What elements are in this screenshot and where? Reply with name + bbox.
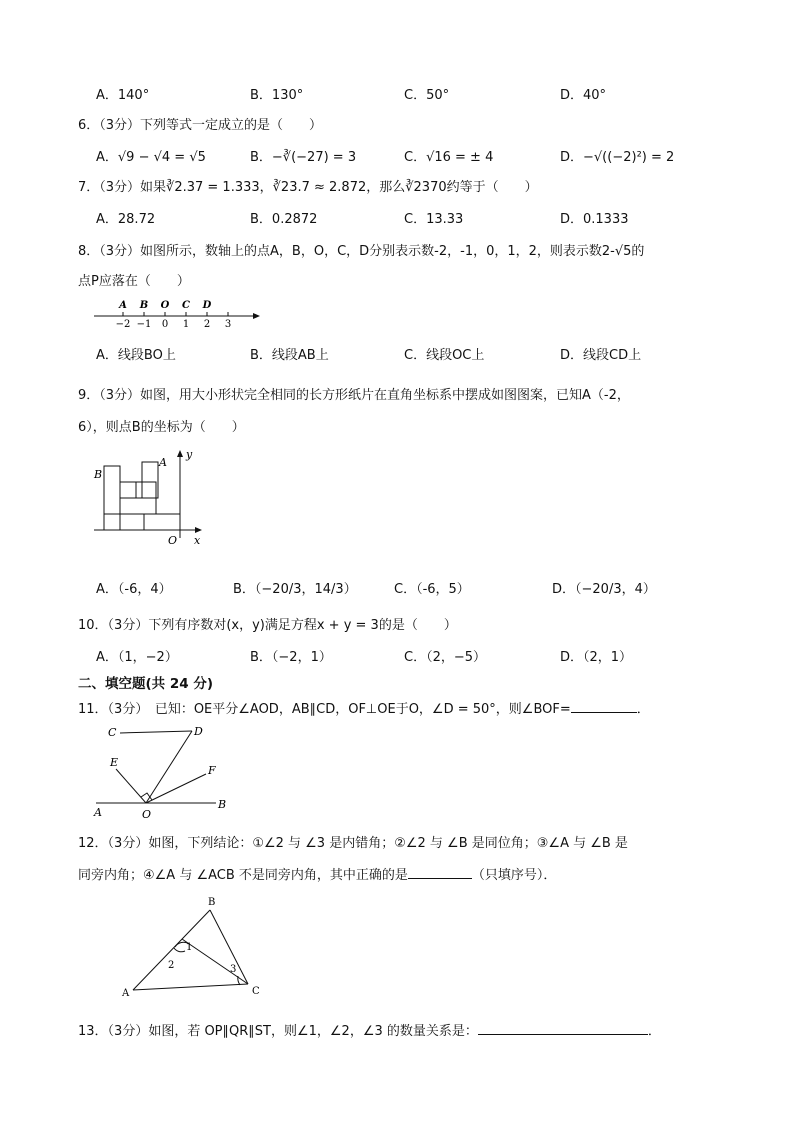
- q9-option-a: A．（-6，4）: [96, 582, 172, 597]
- q7-stem: 7．（3分）如果∛2.37 = 1.333，∛23.7 ≈ 2.872，那么∛2370约等于（ ）: [78, 180, 538, 195]
- q6-stem: 6．（3分）下列等式一定成立的是（ ）: [78, 118, 323, 133]
- q11-figure: [90, 722, 240, 822]
- q6-option-a: A．√9 − √4 = √5: [96, 150, 206, 165]
- q12-tail: （只填序号）．: [471, 868, 557, 883]
- q8-stem-line1: 8．（3分）如图所示，数轴上的点A，B，O，C，D分别表示数-2，-1，0，1，2，则表示数2-√5的: [78, 244, 645, 259]
- vertex-a-label: A: [122, 988, 130, 999]
- q5-option-c: C．50°: [404, 88, 450, 103]
- q5-option-d: D．40°: [560, 88, 607, 103]
- point-o-label: O: [142, 808, 152, 821]
- q7-option-b: B．0.2872: [250, 212, 318, 227]
- q8-option-a: A．线段BO上: [96, 348, 176, 363]
- q8-stem-line2: 点P应落在（ ）: [78, 274, 190, 289]
- q11-text: 11．（3分） 已知：OE平分∠AOD，AB∥CD，OF⊥OE于O，∠D = 50°，则∠BOF=: [78, 702, 571, 717]
- q6-option-b: B．−∛(−27) = 3: [250, 150, 357, 165]
- point-a-label: A: [94, 806, 102, 819]
- ray-oe: [116, 769, 146, 803]
- point-c-label: C: [182, 300, 190, 311]
- rectangles-figure: [90, 448, 210, 548]
- vertex-c-label: C: [252, 986, 260, 997]
- line-cd: [120, 731, 192, 733]
- rectangle-papers: [104, 462, 180, 530]
- q11-tail: ．: [636, 702, 650, 717]
- point-d-label: D: [194, 725, 203, 738]
- x-axis-label: x: [194, 534, 201, 547]
- number-line-arrow: [253, 313, 260, 319]
- q6-option-c: C．√16 = ± 4: [404, 150, 494, 165]
- q9-option-c: C．（-6，5）: [394, 582, 470, 597]
- tick-label: 0: [161, 319, 169, 330]
- q9-option-b: B．（−20/3，14/3）: [233, 582, 357, 597]
- q6-option-d: D．−√((−2)²) = 2: [560, 150, 675, 165]
- q12-answer-blank[interactable]: [408, 866, 472, 879]
- q13-answer-blank[interactable]: [478, 1022, 648, 1035]
- q5-option-b: B．130°: [250, 88, 304, 103]
- q13-stem: [78, 1020, 661, 1039]
- q7-option-d: D．0.1333: [560, 212, 629, 227]
- q12-stem-line1: 12．（3分）如图，下列结论：①∠2 与 ∠3 是内错角；②∠2 与 ∠B 是同位角；③∠A 与 ∠B 是: [78, 836, 628, 851]
- tick-label: −1: [136, 319, 152, 330]
- q9-option-d: D．（−20/3，4）: [552, 582, 656, 597]
- q8-option-d: D．线段CD上: [560, 348, 642, 363]
- y-axis-arrow: [177, 450, 183, 457]
- tick-label: 3: [224, 319, 232, 330]
- q11-stem: [78, 698, 650, 717]
- q10-option-b: B．（−2，1）: [250, 650, 332, 665]
- x-axis-arrow: [195, 527, 202, 533]
- tick-label: 2: [203, 319, 211, 330]
- point-f-label: F: [208, 764, 216, 777]
- q8-option-b: B．线段AB上: [250, 348, 329, 363]
- point-a-label: A: [119, 300, 127, 311]
- point-d-label: D: [202, 300, 212, 311]
- point-c-label: C: [108, 726, 117, 739]
- side-bc: [210, 910, 248, 984]
- q5-option-a: A．140°: [96, 88, 150, 103]
- q11-answer-blank[interactable]: [571, 700, 637, 713]
- q13-text: 13．（3分）如图，若 OP∥QR∥ST，则∠1，∠2，∠3 的数量关系是：: [78, 1024, 478, 1039]
- point-b-label: B: [139, 300, 149, 311]
- point-o-label: O: [160, 300, 170, 311]
- section-title-fill-in: 二、填空题(共 24 分): [78, 676, 214, 692]
- q10-option-a: A．（1，−2）: [96, 650, 178, 665]
- q12-stem-line2: [78, 864, 556, 883]
- q7-option-a: A．28.72: [96, 212, 156, 227]
- angle-3-label: 3: [230, 964, 237, 975]
- angle-arc-2: [174, 948, 185, 952]
- origin-label: O: [168, 534, 178, 547]
- q9-stem-line2: 6），则点B的坐标为（ ）: [78, 420, 245, 435]
- side-ac: [133, 984, 248, 990]
- q7-option-c: C．13.33: [404, 212, 464, 227]
- point-b-label: B: [94, 468, 103, 481]
- angle-2-label: 2: [168, 960, 175, 971]
- y-axis-label: y: [186, 448, 193, 461]
- point-b-label: B: [218, 798, 227, 811]
- tick-label: −2: [115, 319, 131, 330]
- q13-tail: ．: [647, 1024, 661, 1039]
- point-a-label: A: [159, 456, 167, 469]
- q10-option-c: C．（2，−5）: [404, 650, 487, 665]
- tick-label: 1: [182, 319, 190, 330]
- vertex-b-label: B: [208, 897, 216, 908]
- q10-stem: 10．（3分）下列有序数对(x，y)满足方程x + y = 3的是（ ）: [78, 618, 457, 633]
- q12-triangle-figure: [116, 890, 276, 1004]
- number-line-figure: [90, 296, 265, 332]
- q9-stem-line1: 9．（3分）如图，用大小形状完全相同的长方形纸片在直角坐标系中摆成如图图案，已知A（-2，: [78, 388, 630, 403]
- q8-option-c: C．线段OC上: [404, 348, 485, 363]
- point-e-label: E: [110, 756, 119, 769]
- q10-option-d: D．（2，1）: [560, 650, 633, 665]
- q12-text: 同旁内角；④∠A 与 ∠ACB 不是同旁内角，其中正确的是: [78, 868, 408, 883]
- angle-1-label: 1: [186, 942, 193, 953]
